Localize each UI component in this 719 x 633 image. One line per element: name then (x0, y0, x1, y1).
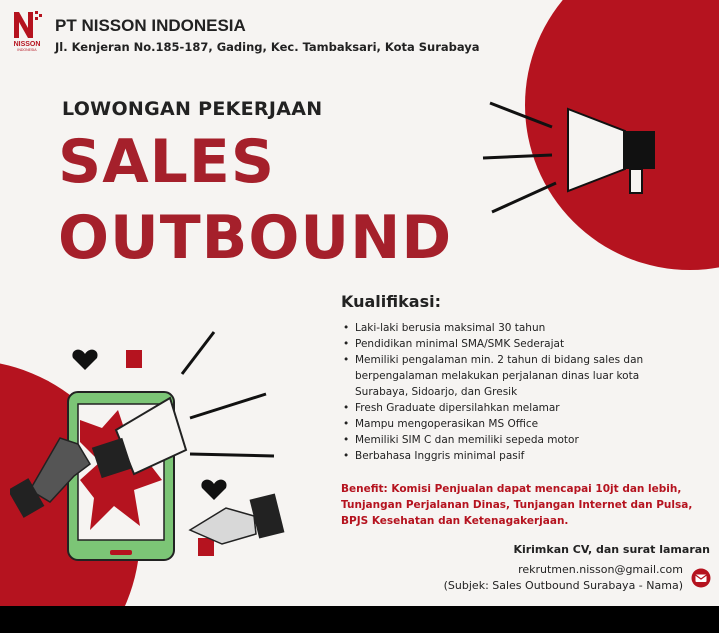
nisson-logo (8, 8, 46, 52)
qualification-item: • Fresh Graduate dipersilahkan melamar (343, 400, 673, 416)
send-cv-instruction: Kirimkan CV, dan surat lamaran (513, 543, 710, 556)
logo-subtext: INDONESIA (17, 48, 37, 52)
company-address: Jl. Kenjeran No.185-187, Gading, Kec. Tambaksari, Kota Surabaya (55, 40, 480, 54)
company-name: PT NISSON INDONESIA (55, 16, 246, 35)
mail-icon (691, 568, 711, 588)
title-line-2: OUTBOUND (58, 203, 453, 273)
megaphone-icon (480, 95, 660, 215)
qualification-item: • Pendidikan minimal SMA/SMK Sederajat (343, 336, 673, 352)
contact-email[interactable]: rekrutmen.nisson@gmail.com (518, 563, 683, 576)
logo-text: NISSON (13, 41, 41, 48)
benefit-text: Benefit: Komisi Penjualan dapat mencapai 10jt dan lebih, Tunjangan Perjalanan Dinas, Tunjangan Internet dan Pulsa, BPJS Kesehatan dan Ketenagakerjaan. (341, 483, 693, 527)
phone-megaphone-illustration (10, 330, 300, 570)
qualification-item: • Laki-laki berusia maksimal 30 tahun (343, 320, 673, 336)
qualification-item: • Berbahasa Inggris minimal pasif (343, 448, 673, 464)
qualifications-heading: Kualifikasi: (341, 292, 441, 311)
poster-subtitle: LOWONGAN PEKERJAAN (62, 98, 323, 120)
title-line-1: SALES (58, 127, 276, 197)
email-subject-format: (Subjek: Sales Outbound Surabaya - Nama) (443, 579, 683, 592)
qualifications-list (343, 320, 673, 464)
qualification-item: • Memiliki SIM C dan memiliki sepeda motor (343, 432, 673, 448)
qualification-item: • Mampu mengoperasikan MS Office (343, 416, 673, 432)
qualification-item: • Memiliki pengalaman min. 2 tahun di bidang sales dan berpengalaman melakukan perjalanan dinas luar kota Surabaya, Sidoarjo, dan Gresik (343, 352, 673, 400)
